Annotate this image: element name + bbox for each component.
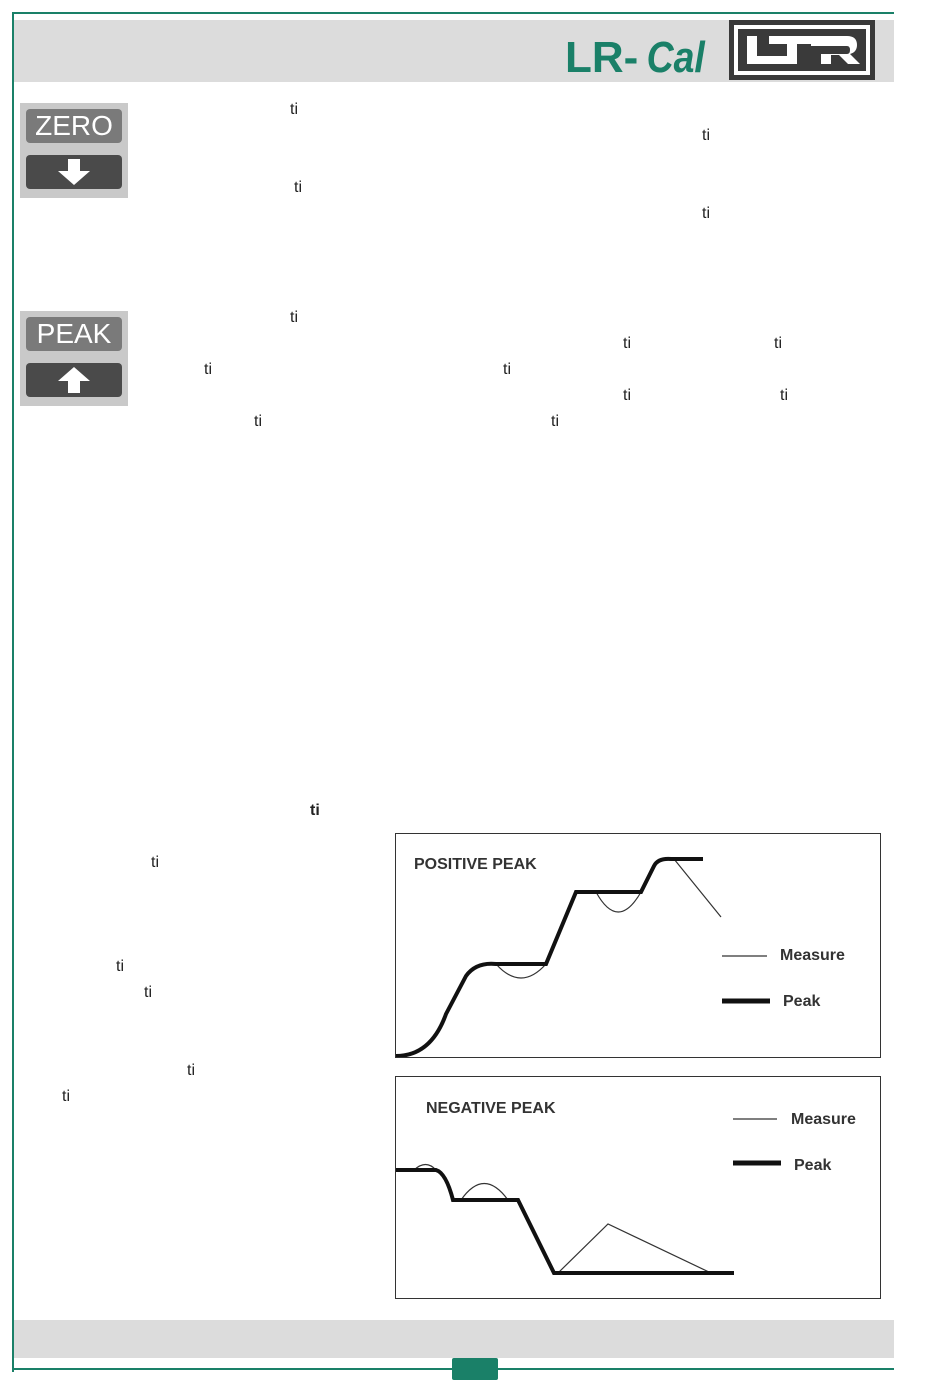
text-fragment: ti [116,958,124,975]
positive-measure-line [496,859,721,978]
positive-peak-title: POSITIVE PEAK [414,856,537,873]
text-fragment: ti [702,127,710,144]
legend-peak-label: Peak [794,1157,832,1174]
text-fragment: ti [294,179,302,196]
negative-peak-line [396,1170,734,1273]
text-fragment: ti [204,361,212,378]
peak-key-label: PEAK [26,317,122,351]
text-fragment: ti [151,854,159,871]
text-fragment: ti [702,205,710,222]
footer-band [14,1320,894,1358]
arrow-up-icon [54,365,94,395]
zero-key [20,103,128,198]
svg-text:LR-: LR- [565,33,639,80]
zero-key-label: ZERO [26,109,122,143]
positive-peak-diagram [395,833,881,1058]
frame-top-rule [12,12,894,14]
text-fragment: ti [144,984,152,1001]
text-fragment: ti [503,361,511,378]
legend-peak-label: Peak [783,993,821,1010]
ltr-logo [729,20,875,80]
positive-peak-line [396,859,703,1056]
text-fragment: ti [551,413,559,430]
text-fragment: ti [290,309,298,326]
section-heading-fragment: ti [310,802,320,819]
peak-key [20,311,128,406]
text-fragment: ti [187,1062,195,1079]
legend-measure-label: Measure [780,947,845,964]
frame-left-rule [12,12,14,1372]
positive-peak-curves [396,834,880,1057]
svg-text:Cal: Cal [646,32,705,80]
legend-measure-label: Measure [791,1111,856,1128]
peak-key-arrow-button [26,363,122,397]
text-fragment: ti [774,335,782,352]
text-fragment: ti [623,387,631,404]
lr-cal-logo [565,24,725,80]
page-number-tab [452,1358,498,1380]
arrow-down-icon [54,157,94,187]
text-fragment: ti [62,1088,70,1105]
negative-measure-line [414,1165,711,1274]
negative-peak-diagram [395,1076,881,1299]
text-fragment: ti [254,413,262,430]
text-fragment: ti [780,387,788,404]
zero-key-arrow-button [26,155,122,189]
text-fragment: ti [623,335,631,352]
negative-peak-title: NEGATIVE PEAK [426,1100,556,1117]
text-fragment: ti [290,101,298,118]
